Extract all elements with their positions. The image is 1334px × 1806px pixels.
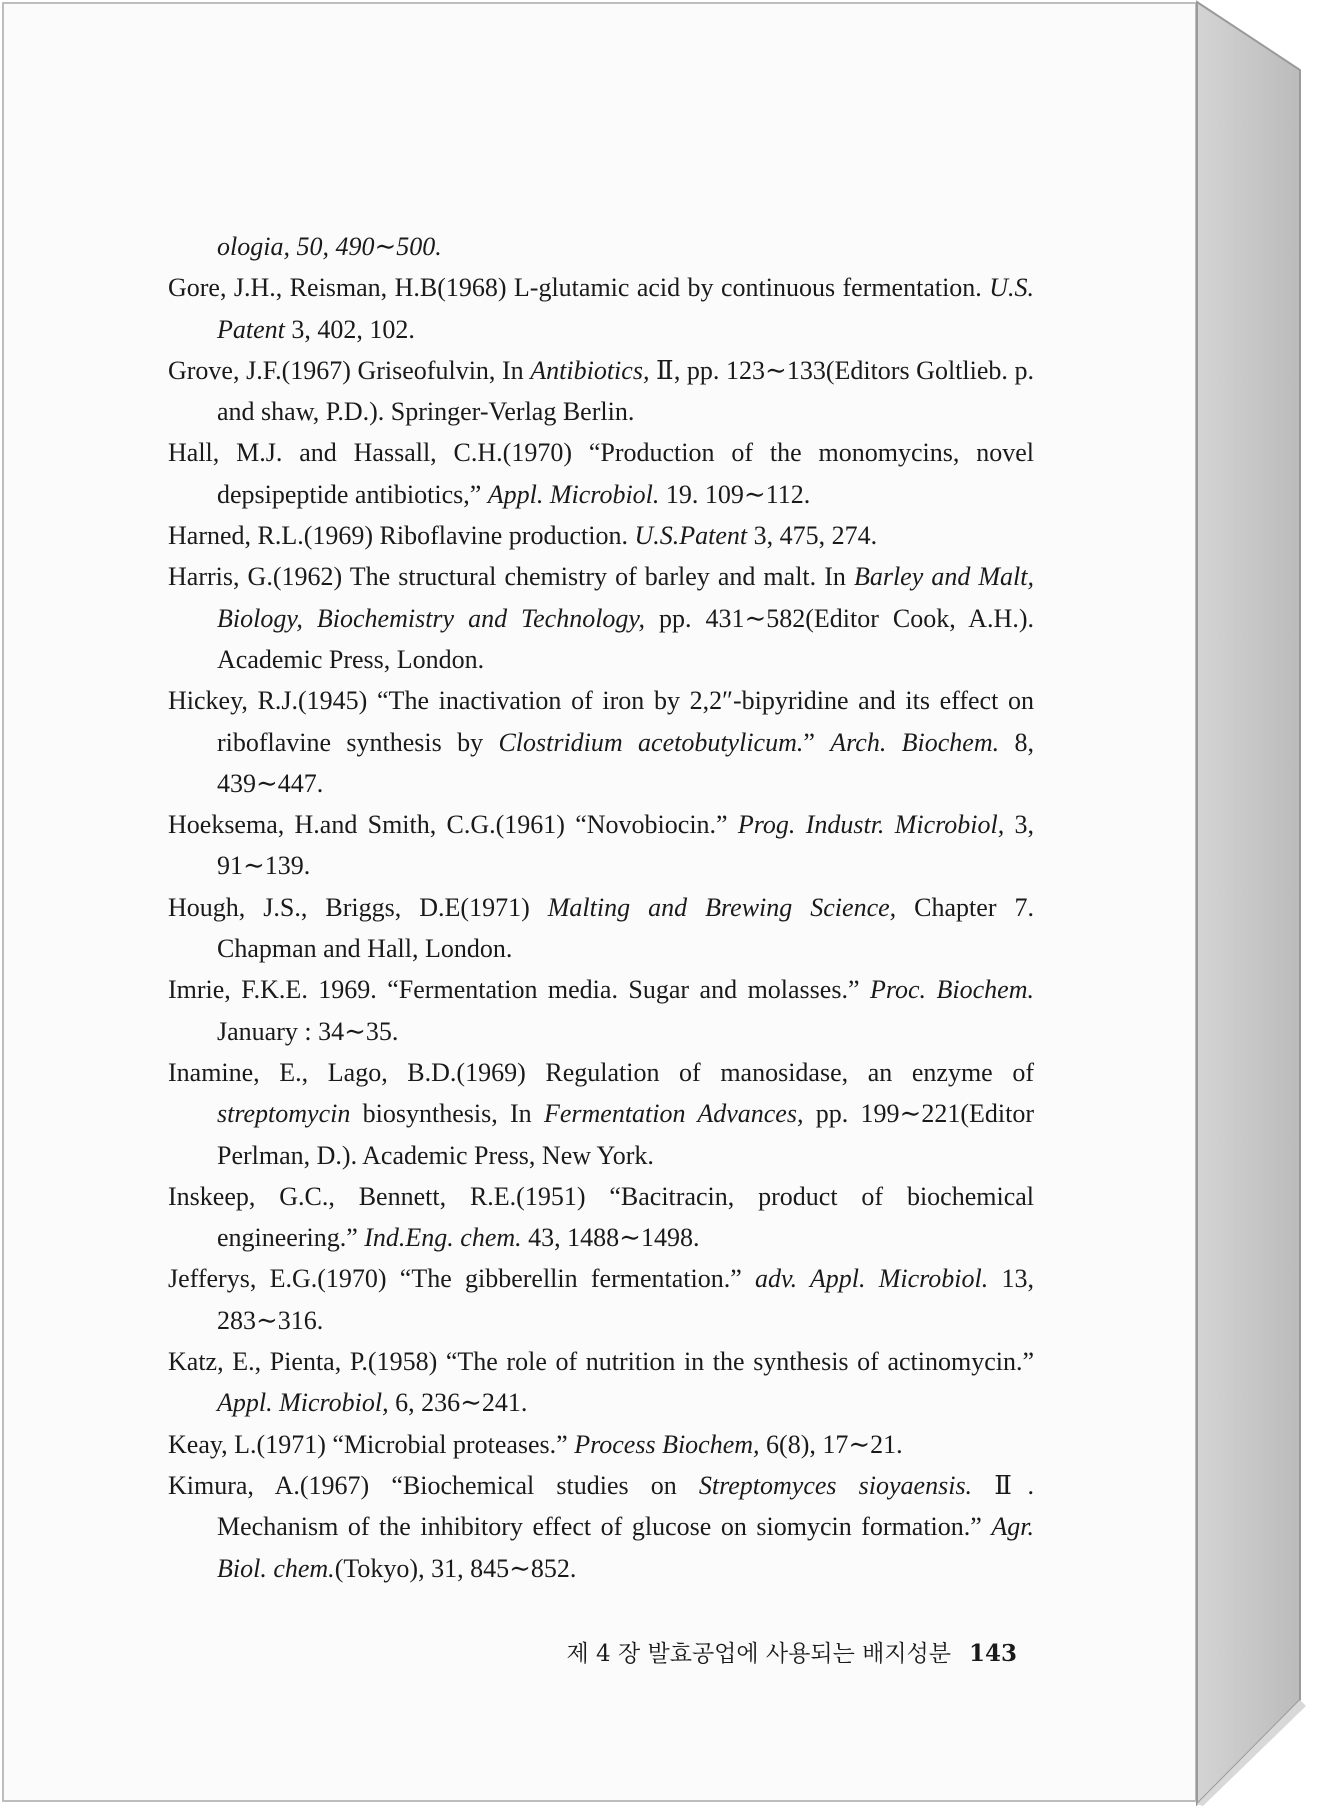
chapter-title: 제 4 장 발효공업에 사용되는 배지성분	[566, 1641, 951, 1667]
reference-item: Katz, E., Pienta, P.(1958) “The role of nutrition in the synthesis of actinomycin.” Appl. Microbiol, 6, 236∼241.	[168, 1347, 1034, 1418]
reference-item: Hall, M.J. and Hassall, C.H.(1970) “Production of the monomycins, novel depsipeptide antibiotics,” Appl. Microbiol. 19. 109∼112.	[168, 438, 1034, 509]
page-number: 143	[968, 1640, 1017, 1667]
reference-item: Harris, G.(1962) The structural chemistry of barley and malt. In Barley and Malt, Biology, Biochemistry and Technology, pp. 431∼582(Editor Cook, A.H.). Academic Press, London.	[168, 562, 1034, 674]
reference-item: Inamine, E., Lago, B.D.(1969) Regulation of manosidase, an enzyme of streptomycin biosynthesis, In Fermentation Advances, pp. 199∼221(Editor Perlman, D.). Academic Press, New York.	[168, 1057, 1034, 1170]
page-footer	[537, 1635, 1017, 1668]
reference-item: Grove, J.F.(1967) Griseofulvin, In Antibiotics, Ⅱ, pp. 123∼133(Editors Goltlieb. p. and shaw, P.D.). Springer-Verlag Berlin.	[168, 355, 1034, 427]
reference-item: Gore, J.H., Reisman, H.B(1968) L-glutamic acid by continuous fermentation. U.S. Patent 3, 402, 102.	[168, 273, 1034, 344]
reference-item: Hickey, R.J.(1945) “The inactivation of iron by 2,2″-bipyridine and its effect on riboflavine synthesis by Clostridium acetobutylicum.” Arch. Biochem. 8, 439∼447.	[168, 686, 1034, 798]
reference-item: Jefferys, E.G.(1970) “The gibberellin fermentation.” adv. Appl. Microbiol. 13, 283∼316.	[168, 1264, 1034, 1335]
reference-item: Kimura, A.(1967) “Biochemical studies on Streptomyces sioyaensis. Ⅱ. Mechanism of the inhibitory effect of glucose on siomycin formation.” Agr. Biol. chem.(Tokyo), 31, 845∼852.	[168, 1470, 1034, 1583]
reference-item: Hoeksema, H.and Smith, C.G.(1961) “Novobiocin.” Prog. Industr. Microbiol, 3, 91∼139.	[168, 810, 1035, 881]
reference-item: Imrie, F.K.E. 1969. “Fermentation media. Sugar and molasses.” Proc. Biochem. January : 34∼35.	[168, 975, 1034, 1046]
reference-list	[168, 226, 1034, 1589]
reference-item: Inskeep, G.C., Bennett, R.E.(1951) “Bacitracin, product of biochemical engineering.” Ind.Eng. chem. 43, 1488∼1498.	[168, 1181, 1034, 1253]
reference-item: Harned, R.L.(1969) Riboflavine production. U.S.Patent 3, 475, 274.	[168, 521, 878, 551]
reference-continuation: ologia, 50, 490∼500.	[217, 232, 442, 261]
reference-item: Hough, J.S., Briggs, D.E(1971) Malting and Brewing Science, Chapter 7. Chapman and Hall, London.	[168, 892, 1034, 964]
reference-item: Keay, L.(1971) “Microbial proteases.” Process Biochem, 6(8), 17∼21.	[168, 1429, 903, 1459]
